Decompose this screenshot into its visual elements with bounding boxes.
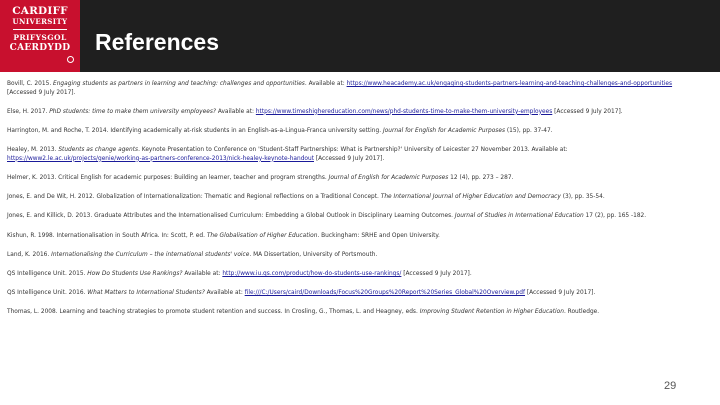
- reference-link[interactable]: https://www.heacademy.ac.uk/engaging-students-partners-learning-and-teaching-challenges-and-opportunities: [346, 79, 673, 87]
- reference-item: Kishun, R. 1998. Internationalisation in South Africa. In: Scott, P. ed. The Globalisation of Higher Education. Buckingham: SRHE and Open University.: [7, 230, 440, 239]
- reference-item: Bovill, C. 2015. Engaging students as partners in learning and teaching: challenges and opportunities. Available at: https://www.heacademy.ac.uk/engaging-students-partners-learning-and-teaching-challenges-and-opportunities [Accessed 9 July 2017].: [7, 79, 673, 96]
- reference-link[interactable]: file:///C:/Users/caird/Downloads/Focus%20Groups%20Report%20Series_Global%20Overview.pdf: [244, 288, 526, 297]
- page-title: References: [95, 29, 220, 55]
- logo-line-caerdydd: CAERDYDD: [9, 43, 71, 53]
- page-number: 29: [664, 380, 677, 392]
- logo-line-cardiff: CARDIFF: [12, 5, 68, 17]
- reference-item: Helmer, K. 2013. Critical English for academic purposes: Building an learner, teacher and program strengths. Journal of English for Academic Purposes 12 (4), pp. 273 – 287.: [7, 172, 514, 181]
- dragon-emblem-icon: [67, 56, 74, 63]
- reference-item: Thomas, L. 2008. Learning and teaching strategies to promote student retention and success. In Crosling, G., Thomas, L. and Heagney, eds. Improving Student Retention in Higher Education. Routledge.: [7, 307, 600, 316]
- slide-header: [0, 0, 720, 72]
- logo-line-prifysgol: PRIFYSGOL: [13, 33, 67, 42]
- reference-link[interactable]: https://www.timeshighereducation.com/news/phd-students-time-to-make-them-university-employees: [255, 106, 553, 115]
- reference-item: Harrington, M. and Roche, T. 2014. Identifying academically at-risk students in an English-as-a-Lingua-Franca university setting. Journal for English for Academic Purposes (15), pp. 37-47.: [7, 125, 553, 134]
- reference-link[interactable]: http://www.iu.qs.com/product/how-do-students-use-rankings/: [222, 268, 402, 277]
- reference-item: Else, H. 2017. PhD students: time to make them university employees? Available at: https://www.timeshighereducation.com/news/phd-students-time-to-make-them-university-employees [Accessed 9 July 2017].: [7, 106, 623, 115]
- reference-item: Jones, E. and Killick, D. 2013. Graduate Attributes and the Internationalised Curriculum: Embedding a Global Outlook in Disciplinary Learning Outcomes. Journal of Studies in International Education 17 (2), pp. 165 -182.: [7, 211, 647, 220]
- reference-item: Healey, M. 2013. Students as change agents. Keynote Presentation to Conference on 'Student-Staff Partnerships: What is Partnership?' University of Leicester 27 November 2013. Available at: https://www2.le.ac.uk/projects/genie/working-as-partners-conference-2013/nick-healey-keynote-handout [Accessed 9 July 2017].: [7, 145, 568, 162]
- reference-list: [7, 79, 675, 326]
- reference-item: QS Intelligence Unit. 2015. How Do Students Use Rankings? Available at: http://www.iu.qs.com/product/how-do-students-use-rankings/ [Accessed 9 July 2017].: [7, 268, 472, 277]
- logo-line-university: UNIVERSITY: [12, 17, 68, 26]
- reference-item: QS Intelligence Unit. 2016. What Matters to International Students? Available at: file:///C:/Users/caird/Downloads/Focus%20Groups%20Report%20Series_Global%20Overview.pdf [Accessed 9 July 2017].: [7, 288, 596, 297]
- logo-divider: [13, 29, 67, 30]
- reference-item: Land, K. 2016. Internationalising the Curriculum – the international students' voice. MA Dissertation, University of Portsmouth.: [7, 249, 378, 258]
- reference-link[interactable]: https://www2.le.ac.uk/projects/genie/working-as-partners-conference-2013/nick-healey-keynote-handout: [7, 153, 314, 162]
- cardiff-university-logo: [0, 0, 80, 72]
- reference-item: Jones, E. and De Wit, H. 2012. Globalization of Internationalization: Thematic and Regional reflections on a Traditional Concept. The International Journal of Higher Education and Democracy (3), pp. 35-54.: [7, 192, 605, 201]
